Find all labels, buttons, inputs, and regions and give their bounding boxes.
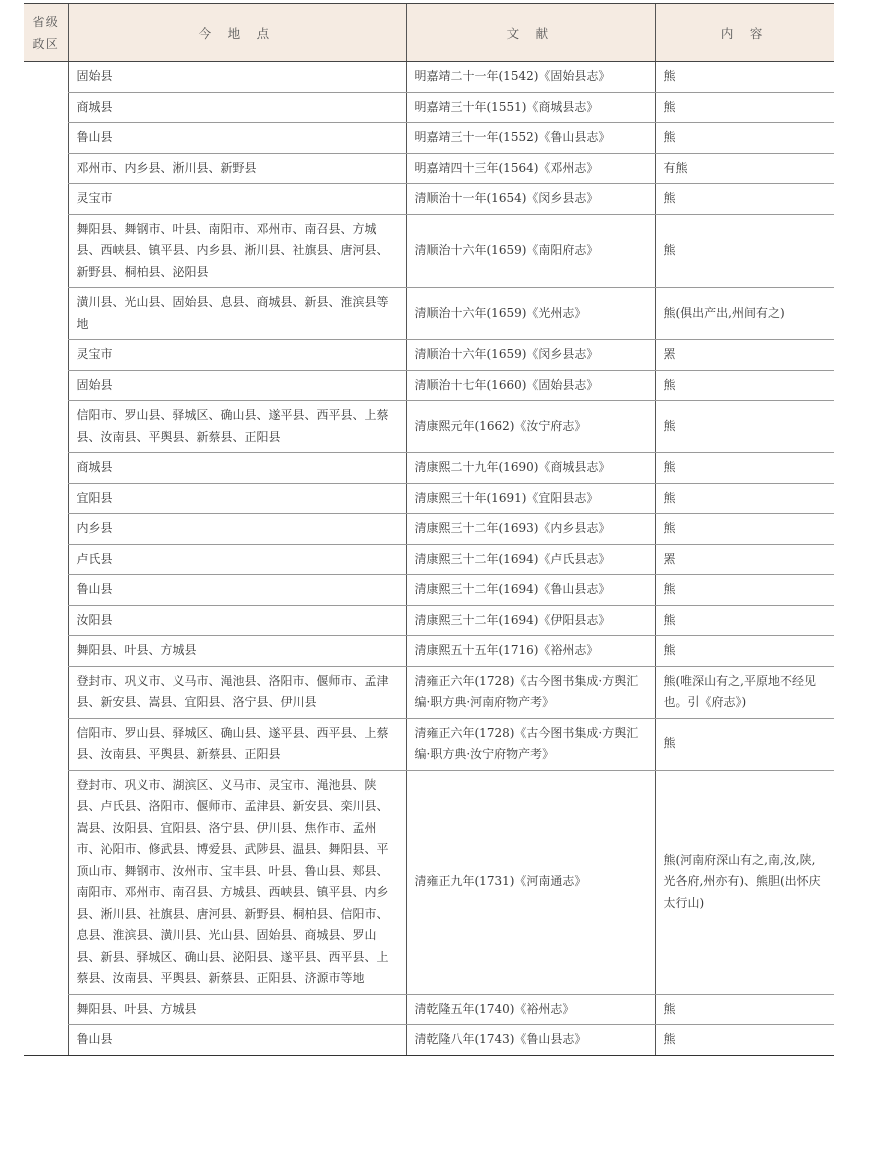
- content-cell: 熊: [655, 718, 834, 770]
- place-cell: 鲁山县: [68, 1025, 406, 1056]
- header-content: 内 容: [655, 4, 834, 62]
- province-cell: [24, 370, 68, 401]
- table-row: [24, 453, 834, 484]
- province-cell: [24, 62, 68, 93]
- content-cell: 熊: [655, 62, 834, 93]
- source-cell: 清雍正九年(1731)《河南通志》: [406, 770, 655, 994]
- table-row: [24, 605, 834, 636]
- table-row: [24, 994, 834, 1025]
- content-cell: 熊: [655, 453, 834, 484]
- province-cell: [24, 214, 68, 288]
- source-cell: 清顺治十六年(1659)《南阳府志》: [406, 214, 655, 288]
- source-cell: 清顺治十一年(1654)《闵乡县志》: [406, 184, 655, 215]
- content-cell: 熊(河南府深山有之,南,汝,陕,光各府,州亦有)、熊胆(出怀庆太行山): [655, 770, 834, 994]
- content-cell: 熊: [655, 1025, 834, 1056]
- table-row: [24, 92, 834, 123]
- province-cell: [24, 770, 68, 994]
- header-source: 文 献: [406, 4, 655, 62]
- place-cell: 卢氏县: [68, 544, 406, 575]
- province-cell: [24, 288, 68, 340]
- content-cell: 熊: [655, 994, 834, 1025]
- province-cell: [24, 153, 68, 184]
- source-cell: 清雍正六年(1728)《古今图书集成·方舆汇编·职方典·汝宁府物产考》: [406, 718, 655, 770]
- table-row: [24, 1025, 834, 1056]
- place-cell: 信阳市、罗山县、驿城区、确山县、遂平县、西平县、上蔡县、汝南县、平舆县、新蔡县、正阳县: [68, 401, 406, 453]
- source-cell: 清顺治十六年(1659)《闵乡县志》: [406, 340, 655, 371]
- content-cell: 熊: [655, 605, 834, 636]
- source-cell: 清雍正六年(1728)《古今图书集成·方舆汇编·职方典·河南府物产考》: [406, 666, 655, 718]
- source-cell: 清康熙三十二年(1694)《卢氏县志》: [406, 544, 655, 575]
- table-row: [24, 214, 834, 288]
- place-cell: 舞阳县、舞钢市、叶县、南阳市、邓州市、南召县、方城县、西峡县、镇平县、内乡县、淅川县、社旗县、唐河县、新野县、桐柏县、泌阳县: [68, 214, 406, 288]
- content-cell: 熊: [655, 401, 834, 453]
- place-cell: 汝阳县: [68, 605, 406, 636]
- place-cell: 宜阳县: [68, 483, 406, 514]
- place-cell: 潢川县、光山县、固始县、息县、商城县、新县、淮滨县等地: [68, 288, 406, 340]
- table-row: [24, 62, 834, 93]
- table-row: [24, 718, 834, 770]
- table-row: [24, 123, 834, 154]
- table-row: [24, 153, 834, 184]
- table-row: [24, 340, 834, 371]
- place-cell: 鲁山县: [68, 123, 406, 154]
- content-cell: 罴: [655, 340, 834, 371]
- content-cell: 有熊: [655, 153, 834, 184]
- place-cell: 鲁山县: [68, 575, 406, 606]
- source-cell: 清乾隆八年(1743)《鲁山县志》: [406, 1025, 655, 1056]
- province-cell: [24, 453, 68, 484]
- source-cell: 清康熙元年(1662)《汝宁府志》: [406, 401, 655, 453]
- source-cell: 清顺治十六年(1659)《光州志》: [406, 288, 655, 340]
- table-row: [24, 401, 834, 453]
- table-row: [24, 514, 834, 545]
- table-row: [24, 666, 834, 718]
- content-cell: 熊: [655, 214, 834, 288]
- content-cell: 熊: [655, 636, 834, 667]
- content-cell: 熊: [655, 514, 834, 545]
- province-cell: [24, 666, 68, 718]
- province-cell: [24, 636, 68, 667]
- table-row: [24, 770, 834, 994]
- content-cell: 熊(俱出产出,州间有之): [655, 288, 834, 340]
- province-cell: [24, 340, 68, 371]
- content-cell: 熊: [655, 370, 834, 401]
- source-cell: 明嘉靖二十一年(1542)《固始县志》: [406, 62, 655, 93]
- province-cell: [24, 575, 68, 606]
- place-cell: 信阳市、罗山县、驿城区、确山县、遂平县、西平县、上蔡县、汝南县、平舆县、新蔡县、正阳县: [68, 718, 406, 770]
- table-row: [24, 288, 834, 340]
- source-cell: 清康熙五十五年(1716)《裕州志》: [406, 636, 655, 667]
- province-cell: [24, 92, 68, 123]
- place-cell: 舞阳县、叶县、方城县: [68, 636, 406, 667]
- source-cell: 清康熙三十年(1691)《宜阳县志》: [406, 483, 655, 514]
- place-cell: 固始县: [68, 62, 406, 93]
- table-row: [24, 544, 834, 575]
- place-cell: 舞阳县、叶县、方城县: [68, 994, 406, 1025]
- place-cell: 内乡县: [68, 514, 406, 545]
- table-row: [24, 370, 834, 401]
- province-cell: [24, 544, 68, 575]
- content-cell: 熊: [655, 184, 834, 215]
- source-cell: 清乾隆五年(1740)《裕州志》: [406, 994, 655, 1025]
- province-cell: [24, 123, 68, 154]
- table-row: [24, 184, 834, 215]
- table-body: [24, 62, 834, 1056]
- source-cell: 明嘉靖三十年(1551)《商城县志》: [406, 92, 655, 123]
- header-row: [24, 4, 834, 62]
- province-cell: [24, 718, 68, 770]
- place-cell: 登封市、巩义市、湖滨区、义马市、灵宝市、渑池县、陕县、卢氏县、洛阳市、偃师市、孟津县、新安县、栾川县、嵩县、汝阳县、宜阳县、洛宁县、伊川县、焦作市、孟州市、沁阳市、修武县、博爱县、武陟县、温县、舞阳县、平顶山市、舞钢市、汝州市、宝丰县、叶县、鲁山县、郏县、南阳市、邓州市、南召县、方城县、西峡县、镇平县、内乡县、淅川县、社旗县、唐河县、新野县、桐柏县、信阳市、息县、淮滨县、潢川县、光山县、固始县、商城县、罗山县、新县、驿城区、确山县、泌阳县、遂平县、西平县、上蔡县、汝南县、平舆县、新蔡县、正阳县、济源市等地: [68, 770, 406, 994]
- source-cell: 清康熙三十二年(1694)《伊阳县志》: [406, 605, 655, 636]
- content-cell: 罴: [655, 544, 834, 575]
- province-cell: [24, 994, 68, 1025]
- table-row: [24, 636, 834, 667]
- place-cell: 商城县: [68, 92, 406, 123]
- content-cell: 熊: [655, 92, 834, 123]
- content-cell: 熊: [655, 123, 834, 154]
- place-cell: 邓州市、内乡县、淅川县、新野县: [68, 153, 406, 184]
- table-row: [24, 483, 834, 514]
- province-cell: [24, 483, 68, 514]
- province-cell: [24, 1025, 68, 1056]
- data-table: [24, 3, 834, 1056]
- place-cell: 商城县: [68, 453, 406, 484]
- province-cell: [24, 514, 68, 545]
- place-cell: 固始县: [68, 370, 406, 401]
- place-cell: 灵宝市: [68, 184, 406, 215]
- province-cell: [24, 401, 68, 453]
- content-cell: 熊: [655, 575, 834, 606]
- province-cell: [24, 184, 68, 215]
- header-province: 省级 政区: [24, 4, 68, 62]
- province-cell: [24, 605, 68, 636]
- content-cell: 熊: [655, 483, 834, 514]
- table-row: [24, 575, 834, 606]
- source-cell: 明嘉靖四十三年(1564)《邓州志》: [406, 153, 655, 184]
- source-cell: 明嘉靖三十一年(1552)《鲁山县志》: [406, 123, 655, 154]
- content-cell: 熊(唯深山有之,平原地不经见也。引《府志》): [655, 666, 834, 718]
- place-cell: 灵宝市: [68, 340, 406, 371]
- source-cell: 清顺治十七年(1660)《固始县志》: [406, 370, 655, 401]
- source-cell: 清康熙三十二年(1694)《鲁山县志》: [406, 575, 655, 606]
- source-cell: 清康熙三十二年(1693)《内乡县志》: [406, 514, 655, 545]
- source-cell: 清康熙二十九年(1690)《商城县志》: [406, 453, 655, 484]
- header-place: 今 地 点: [68, 4, 406, 62]
- place-cell: 登封市、巩义市、义马市、渑池县、洛阳市、偃师市、孟津县、新安县、嵩县、宜阳县、洛宁县、伊川县: [68, 666, 406, 718]
